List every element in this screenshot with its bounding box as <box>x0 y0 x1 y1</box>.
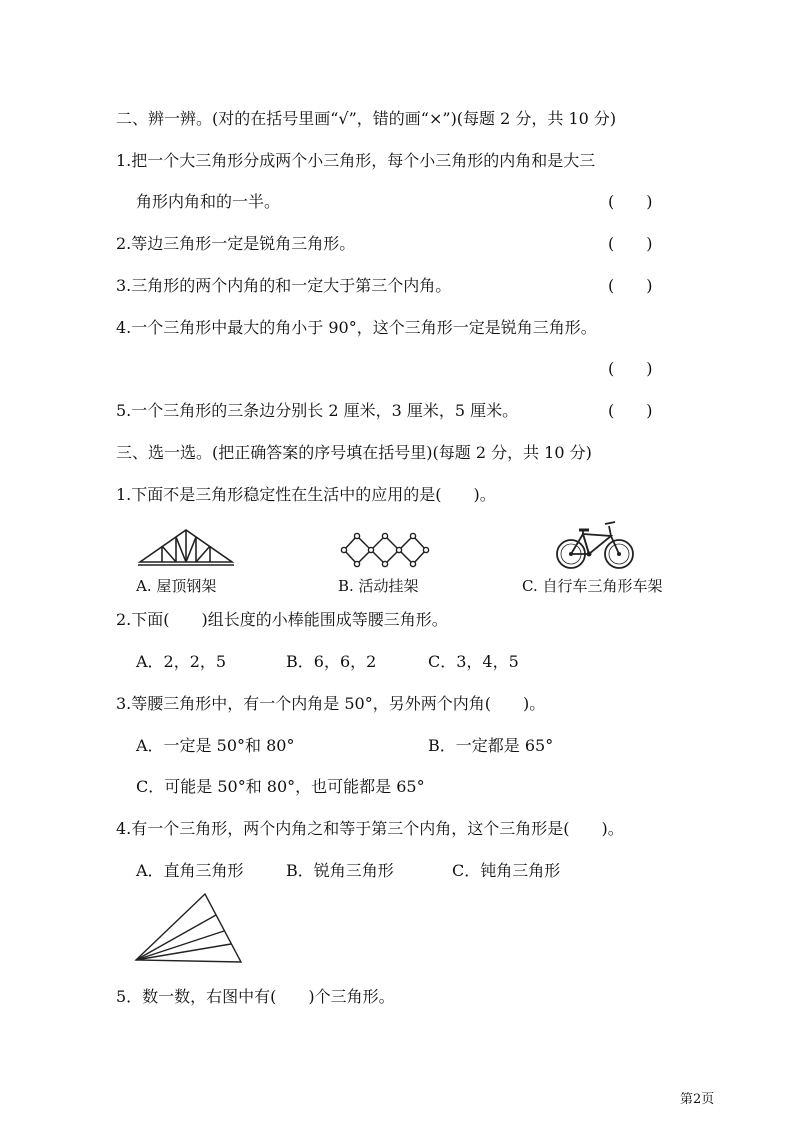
s2-q4-text: 4.一个三角形中最大的角小于 90°，这个三角形一定是锐角三角形。 <box>116 318 597 337</box>
s2-q1-line1: 1.把一个大三角形分成两个小三角形，每个小三角形的内角和是大三 <box>116 151 596 170</box>
s2-q5-answer-paren[interactable]: ( ) <box>608 401 653 420</box>
s3-q3-option-a[interactable]: A．一定是 50°和 80° <box>136 736 295 755</box>
s3-q3-text: 3.等腰三角形中，有一个内角是 50°，另外两个内角( )。 <box>116 694 546 713</box>
s3-q4-option-a[interactable]: A．直角三角形 <box>136 861 244 880</box>
s3-q4-option-b[interactable]: B．锐角三角形 <box>286 861 394 880</box>
s2-q3-answer-paren[interactable]: ( ) <box>608 276 653 295</box>
s2-q5-text: 5.一个三角形的三条边分别长 2 厘米，3 厘米，5 厘米。 <box>116 401 519 420</box>
caption-c: C. 自行车三角形车架 <box>522 577 663 595</box>
s3-q3-option-c[interactable]: C．可能是 50°和 80°，也可能都是 65° <box>136 777 425 796</box>
s3-q2-option-b[interactable]: B．6，6，2 <box>286 652 377 671</box>
s3-q4-text: 4.有一个三角形，两个内角之和等于第三个内角，这个三角形是( )。 <box>116 819 624 838</box>
s3-q3-option-b[interactable]: B．一定都是 65° <box>428 736 554 755</box>
s2-q1-answer-paren[interactable]: ( ) <box>608 192 653 211</box>
s2-q3-text: 3.三角形的两个内角的和一定大于第三个内角。 <box>116 276 452 295</box>
s3-q2-text: 2.下面( )组长度的小棒能围成等腰三角形。 <box>116 610 448 629</box>
roof-truss-figure <box>136 524 236 568</box>
caption-b: B. 活动挂架 <box>338 577 419 595</box>
s3-q1-text: 1.下面不是三角形稳定性在生活中的应用的是( )。 <box>116 485 496 504</box>
folding-rack-figure <box>340 532 430 568</box>
s3-q2-option-a[interactable]: A．2，2，5 <box>136 652 227 671</box>
s3-q4-option-c[interactable]: C．钝角三角形 <box>452 861 561 880</box>
s2-q2-answer-paren[interactable]: ( ) <box>608 234 653 253</box>
triangle-count-figure <box>133 890 245 966</box>
bicycle-figure <box>555 516 635 572</box>
caption-a: A. 屋顶钢架 <box>136 577 217 595</box>
section2-heading: 二、辨一辨。(对的在括号里画“√”，错的画“×”)(每题 2 分，共 10 分) <box>116 109 617 128</box>
s3-q2-option-c[interactable]: C．3，4，5 <box>428 652 519 671</box>
s2-q2-text: 2.等边三角形一定是锐角三角形。 <box>116 234 356 253</box>
s3-q5-text: 5．数一数，右图中有( )个三角形。 <box>116 987 395 1006</box>
page-number: 第2页 <box>680 1092 715 1107</box>
s2-q4-answer-paren[interactable]: ( ) <box>608 359 653 378</box>
section3-heading: 三、选一选。(把正确答案的序号填在括号里)(每题 2 分，共 10 分) <box>116 443 592 462</box>
s2-q1-line2: 角形内角和的一半。 <box>136 192 281 211</box>
